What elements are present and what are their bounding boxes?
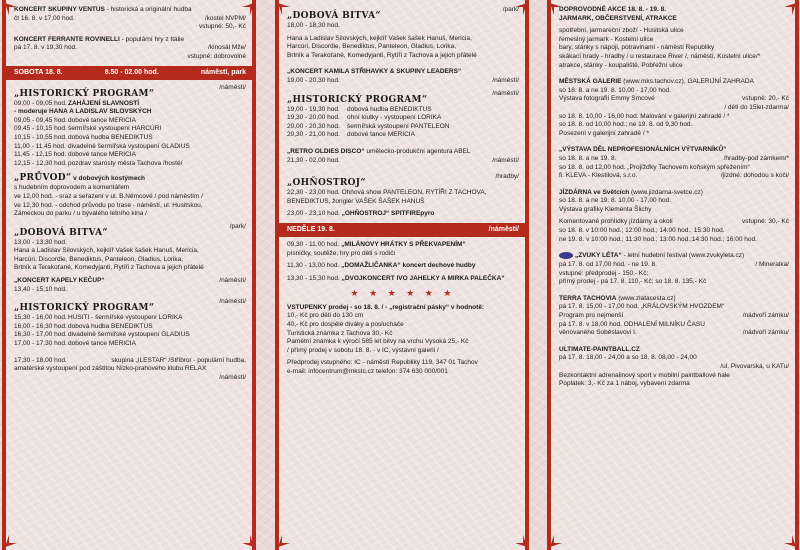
column-middle: „DOBOVÁ BITVA“ /park/ 18,00 - 18,30 hod. Hana a Ladislav Silovských, kejklíř Vašek šašek Hanuš, Mericia, Harcúri, Discordie, Benediktus, Panteleon, Gladius, Lorika, Brtník a Terakoťané, Komedyjanti, Rytíři z Tachova a jejich přátelé „KONCERT KAMILA STŘIHAVKY & SKUPINY LEADERS“ 19,00 - 20,30 hod. /náměstí/ „HISTORICKÝ PROGRAM“ /náměstí/ 19,00 - 19,30 hod. dobová hudba BENEDIKTUS 19,30 - 20,00 hod. ohní loutky - vystoupení LORIKA 20,00 - 20,30 hod. šermířská vystoupení PANTELEON 20,30 - 21,00 hod. dobové tance MERICIA „RETRO OLDIES DISCO“ umělecko-produkční agentura ABEL 21,30 - 02,00 hod. /náměstí/ „OHŇOSTROJ“ /hradby/ 22,30 - 23,00 hod. Ohňová show PANTELEON, RYTÍŘI Z TACHOVA, BENEDIKTUS, žonglér VAŠEK ŠAŠEK HANUŠ 23,00 - 23,10 hod. „OHŇOSTROJ“ SPITFIREpyro NEDĚLE 19. 8. /náměstí/ 09,30 - 11,00 hod. „MILÁNOVY HRÁTKY S PŘEKVAPENÍM“ písničky, soutěže, hry pro děti s rodiči 11,30 - 13,00 hod. „DOMAŽLIČANKA“ koncert dechové hudby 13,30 - 15,30 hod. „DVOJKONCERT IVO JAHELKY A MIRKA PALEČKA“ ★ ★ ★ ★ ★ ★ VSTUPENKY prodej - so 18. 8. / - „registrační pásky“ v hodnotě: 10,- Kč pro děti do 130 cm 40,- Kč pro dospělé diváky a posluchače Turistická známka z Tachova 30,- Kč Pamětní známka k výročí 585 let bitvy na vrchu Vysoká 25,- Kč / přímý prodej v sobotu 18. 8. - v IC, výstavní galerii / Předprodej vstupného: IC - náměstí Republiky 119, 347 01 Tachov e-mail: infocentrum@mkstc.cz telefon: 374 630 000/001 [275,0,529,550]
saturday-band: SOBOTA 18. 8. 8.50 - 02.00 hod. náměstí, park [6,66,252,80]
corner-ornament-icon [4,534,18,548]
period-battle: „DOBOVÁ BITVA“ /park/ 13,00 - 13,30 hod. Hana a Ladislav Silovských, kejklíř Vašek šašek Hanuš, Mericia, Harcúri, Discordie, Benediktus, Panteleon, Gladius, Lorika, Brtník a Terakoťané, Komedyjanti, Rytíři z Tachova a jejich přátelé [14,222,246,272]
procession: „PRŮVOD“ v dobových kostýmech s hudebním doprovodem a komentářem ve 12,00 hod. - sraz a seřazení v ul. B.Němcové / pod náměstím / ve 12,30 hod. - odchod průvodu po trase - náměstí, ul. Husitskou, Zámeckou do parku / u bývalého letního kina / [14,173,203,218]
corner-ornament-icon [783,534,797,548]
schedule-row: 15,30 - 16,00 hod. HUSITI - šermířské vystoupení LORIKA [14,314,183,322]
festival-logo-icon [559,252,573,259]
side-events-heading: DOPROVODNÉ AKCE 18. 8. - 19. 8. JARMARK, OBČERSTVENÍ, ATRAKCE [559,6,677,22]
schedule-row: 09,00 - 09,05 hod. ZAHÁJENÍ SLAVNOSTÍ [14,99,140,107]
historic-program-heading-3: „HISTORICKÝ PROGRAM“ [287,94,428,105]
schedule-row: 09,45 - 10,15 hod. šermířské vystoupení HARCÚRI [14,125,162,133]
riding-hall: JÍZDÁRNA ve Světcích (www.jizdarna-svetce.cz) so 18. 8. a ne 19. 8. 10,00 - 17,00 hod. Výstava grafiky Klementa Šlichy Komentované prohlídky jízdárny a okolí vstupné: 30,- Kč so 18. 8. v 10:00 hod.; 12:00 hod.; 14:00 hod.; 15:30 hod. ne 19. 8. v 10:00 hod.; 11:30 hod.; 13:00 hod.;14:30 hod.; 16:00 hod. [559,188,789,243]
schedule-row: 17,00 - 17,30 hod. dobové tance MERICIA [14,340,136,348]
fair-list: spotřební, jarmareční zboží - Husitská ulice řemeslný jarmark - Kostelní ulice bary, stánky s nápoji, potravinami - náměstí Republiky skákací hrady - hradby / u restaurace River /, náměstí, Kostelní ulice/* atrakce, stánky - koupaliště, Pobřežní ulice [559,27,761,69]
historic-program-list-3 [287,106,519,140]
schedule-row: 10,15 - 10,55 hod. dobová hudba BENEDIKTUS [14,133,153,141]
corner-ornament-icon [514,534,528,548]
historic-program-list-2 [14,314,246,348]
kecup-concert: „KONCERT KAPELY KEČUP“ /náměstí/ 13,40 - 15,10 hod. [14,277,246,293]
schedule-row: 16,30 - 17,00 hod. divadelně šermířské vystoupení GLADIUS [14,331,190,339]
corner-ornament-icon [4,2,18,16]
corner-ornament-icon [277,2,291,16]
concert-ventus: KONCERT SKUPINY VENTUS - historická a originální hudba čt 16. 8. v 17,00 hod. /kostel NVPM/ vstupné: 50,- Kč [14,6,246,31]
historic-program-heading-2: „HISTORICKÝ PROGRAM“ [14,303,155,314]
corner-ornament-icon [549,534,563,548]
schedule-row: 20,00 - 20,30 hod. šermířská vystoupení PANTELEON [287,122,450,130]
sunday-program: 09,30 - 11,00 hod. „MILÁNOVY HRÁTKY S PŘEKVAPENÍM“ písničky, soutěže, hry pro děti s rodiči 11,30 - 13,00 hod. „DOMAŽLIČANKA“ koncert dechové hudby 13,30 - 15,30 hod. „DVOJKONCERT IVO JAHELKY A MIRKA PALEČKA“ [287,240,505,282]
ilestar: 17,30 - 18,00 hod. skupina „ILESTAR“ /Stříbro/ - populární hudba, amatérské vystoupení pod záštitou Nízko-prahového klubu RELAX /náměstí/ [14,356,246,381]
historic-program-heading: „HISTORICKÝ PROGRAM“ [14,88,155,99]
column-right [547,0,799,550]
column-left: KONCERT SKUPINY VENTUS - historická a originální hudba čt 16. 8. v 17,00 hod. /kostel NVPM/ vstupné: 50,- Kč KONCERT FERRANTE ROVINELLI - populární hry z Itálie pá 17. 8. v 19,30 hod. /kinosál Mže/ vstupné: dobrovolné SOBOTA 18. 8. 8.50 - 02.00 hod. náměstí, park „HISTORICKÝ PROGRAM“ /náměstí/ 09,00 - 09,05 hod. ZAHÁJENÍ SLAVNOSTÍ - moderuje HANA A LADISLAV SILOVSKÝCH 09,05 - 09,45 hod. dobové tance MERICIA 09,45 - 10,15 hod. šermířské vystoupení HARCÚRI 10,15 - 10,55 hod. dobová hudba BENEDIKTUS 11,00 - 11,45 hod. divadelně šermířská vystoupení GLADIUS 11,45 - 12,15 hod. dobové tance MERICIA 12,15 - 12,30 hod. pozdrav starosty města Tachova /hosté/ „PRŮVOD“ v dobových kostýmech s hudebním doprovodem a komentářem ve 12,00 hod. - sraz a seřazení v ul. B.Němcové / pod náměstím / ve 12,30 hod. - odchod průvodu po trase - náměstí, ul. Husitskou, Zámeckou do parku / u bývalého letního kina / „DOBOVÁ BITVA“ /park/ 13,00 - 13,30 hod. Hana a Ladislav Silovských, kejklíř Vašek šašek Hanuš, Mericia, Harcúri, Discordie, Benediktus, Panteleon, Gladius, Lorika, Brtník a Terakoťané, Komedyjanti, Rytíři z Tachova a jejich přátelé „KONCERT KAPELY KEČUP“ /náměstí/ 13,40 - 15,10 hod. „HISTORICKÝ PROGRAM“ /náměstí/ 15,30 - 16,00 hod. HUSITI - šermířské vystoupení LORIKA 16,00 - 16,30 hod. dobová hudba BENEDIKTUS 16,30 - 17,00 hod. divadelně šermířské vystoupení GLADIUS 17,00 - 17,30 hod. dobové tance MERICIA 17,30 - 18,00 hod. skupina „ILESTAR“ /Stříbro/ - populární hudba, amatérské vystoupení pod záštitou Nízko-prahového klubu RELAX /náměstí/ [2,0,256,550]
corner-ornament-icon [277,534,291,548]
paintball: ULTIMATE-PAINTBALL.CZ pá 17. 8. 18,00 - 24,00 a so 18. 8. 08,00 - 24,00 /ul. Pivovarská, u KATu/ Bezkontaktní adrenalinový sport v mobilní paintballové hale Poplatek: 3,- Kč za 1 náboj, vybavení zdarma [559,345,789,388]
corner-ornament-icon [549,2,563,16]
schedule-row: 12,15 - 12,30 hod. pozdrav starosty města Tachova /hosté/ [14,159,183,167]
corner-ornament-icon [241,534,255,548]
corner-ornament-icon [241,2,255,16]
sunday-band: NEDĚLE 19. 8. /náměstí/ [279,223,525,237]
schedule-row: 19,00 - 19,30 hod. dobová hudba BENEDIKTUS [287,105,432,113]
moderator-line: - moderuje HANA A LADISLAV SILOVSKÝCH [14,108,152,116]
corner-ornament-icon [514,2,528,16]
period-battle-evening: „DOBOVÁ BITVA“ /park/ 18,00 - 18,30 hod. Hana a Ladislav Silovských, kejklíř Vašek šašek Hanuš, Mericia, Harcúri, Discordie, Benediktus, Panteleon, Gladius, Lorika, Brtník a Terakoťané, Komedyjanti, Rytíři z Tachova a jejich přátelé [287,6,519,59]
schedule-row: 20,30 - 21,00 hod. dobové tance MERICIA [287,131,415,139]
star-divider: ★ ★ ★ ★ ★ ★ [350,288,456,299]
kamila-concert: „KONCERT KAMILA STŘIHAVKY & SKUPINY LEADERS“ 19,00 - 20,30 hod. /náměstí/ [287,68,519,84]
fireworks: „OHŇOSTROJ“ /hradby/ 22,30 - 23,00 hod. Ohňová show PANTELEON, RYTÍŘI Z TACHOVA, BENEDIKTUS, žonglér VAŠEK ŠAŠEK HANUŠ 23,00 - 23,10 hod. „OHŇOSTROJ“ SPITFIREpyro [287,173,519,218]
schedule-row: 11,45 - 12,15 hod. dobové tance MERICIA [14,151,136,159]
city-gallery: MĚSTSKÁ GALERIE (www.mks.tachov.cz), GALERIJNÍ ZAHRADA so 18. 8. a ne 19. 8. 10,00 - 17,00 hod. Výstava fotografií Emmy Smcové vstupné: 20,- Kč / děti do 15let-zdarma/ so 18. 8. 10,00 - 16,00 hod. Malování v galerijní zahradě / * so 18. 8. od 10,00 hod.; ne 19. 8. od 9,30 hod. Posezení v galerijní zahradě / * [559,78,789,137]
tickets-info: VSTUPENKY prodej - so 18. 8. / - „registrační pásky“ v hodnotě: 10,- Kč pro děti do 130 cm 40,- Kč pro dospělé diváky a posluchače Turistická známka z Tachova 30,- Kč Pamětní známka k výročí 585 let bitvy na vrchu Vysoká 25,- Kč / přímý prodej v sobotu 18. 8. - v IC, výstavní galerii / Předprodej vstupného: IC - náměstí Republiky 119, 347 01 Tachov e-mail: infocentrum@mkstc.cz telefon: 374 630 000/001 [287,303,485,376]
schedule-row: 16,00 - 16,30 hod. dobová hudba BENEDIKTUS [14,322,153,330]
concert-ferrante: KONCERT FERRANTE ROVINELLI - populární hry z Itálie pá 17. 8. v 19,30 hod. /kinosál Mže/ vstupné: dobrovolné [14,35,246,60]
terra-tachovia: TERRA TACHOVIA (www.zlatacesta.cz) pá 17. 8. 15,00 - 17,00 hod. „KRÁLOVSKÝM HVOZDEM“ Program pro nejmenší /nádvoří zámku/ pá 17. 8. v 18,00 hod. ODHALENÍ MILNÍKU ČASU věnovaného Soběslavovi I. /nádvoří zámku/ [559,294,789,337]
schedule-row: 09,05 - 09,45 hod. dobové tance MERICIA [14,116,136,124]
schedule-row: 19,30 - 20,00 hod. ohní loutky - vystoupení LORIKA [287,114,442,122]
retro-disco: „RETRO OLDIES DISCO“ umělecko-produkční agentura ABEL 21,30 - 02,00 hod. /náměstí/ [287,147,519,164]
historic-program-list [14,100,246,169]
corner-ornament-icon [783,2,797,16]
schedule-row: 11,00 - 11,45 hod. divadelně šermířská vystoupení GLADIUS [14,142,190,150]
summer-sounds: „ZVUKY LÉTA“ - letní hudební festival (www.zvukyleta.cz) pá 17. 8. od 17,00 hod. - ne 19. 8. / Mineralka/ vstupné: předprodej - 150,- Kč; přímý prodej - pá 17. 8. 110,- Kč; so 18. 8. 135,- Kč [559,252,789,286]
amateur-exhibition: „VÝSTAVA DĚL NEPROFESIONÁLNÍCH VÝTVARNÍKŮ“ so 18. 8. a ne 19. 8. /hradby-pod zámkem/* so 18. 8. od 12,00 hod. „Projížďky Tachovem koňským spřežením“ fi. KLEVA - Klestilová, s.r.o. /jízdné: dohodou s koči/ [559,146,789,180]
